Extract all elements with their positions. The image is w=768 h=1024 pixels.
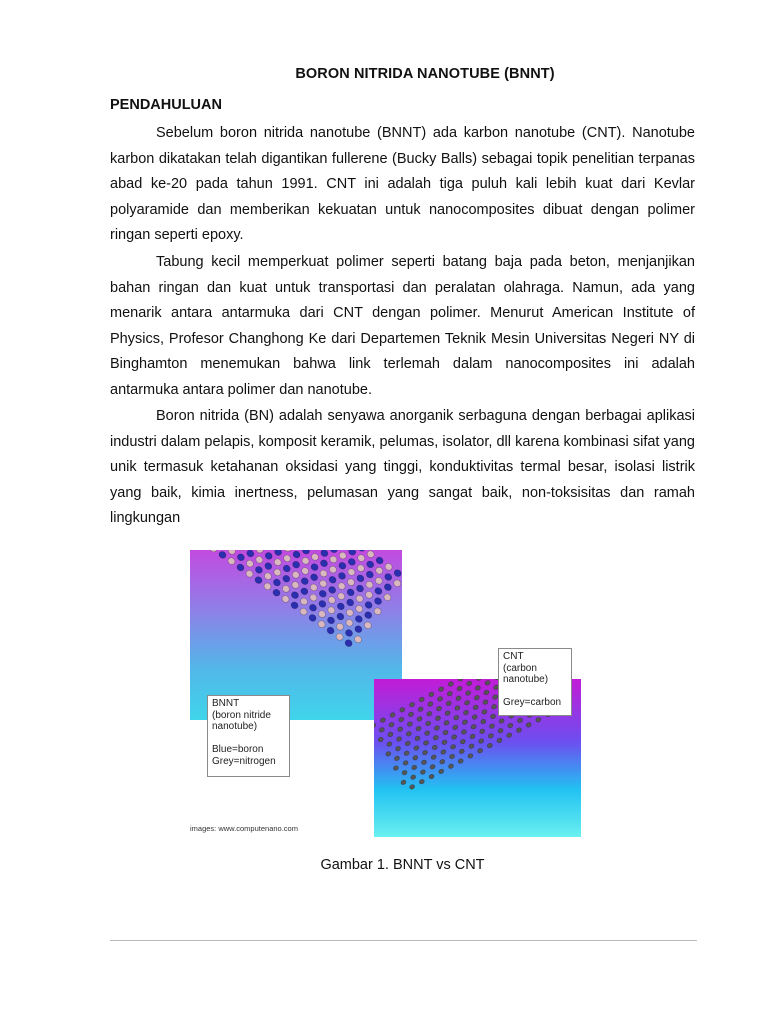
atom — [411, 764, 418, 770]
atom — [263, 582, 273, 591]
legend-line: BNNT — [212, 698, 240, 709]
atom — [380, 717, 387, 723]
atom — [497, 728, 504, 734]
atom — [397, 726, 404, 732]
atom — [301, 556, 311, 565]
atom — [525, 722, 532, 728]
atom — [490, 713, 497, 719]
atom — [400, 779, 407, 785]
atom — [383, 582, 393, 591]
atom — [418, 696, 425, 702]
atom — [345, 608, 355, 617]
atom — [264, 551, 274, 560]
cnt-legend-box — [498, 648, 572, 716]
atom — [415, 725, 422, 731]
atom — [428, 773, 435, 779]
atom — [535, 717, 542, 723]
atom — [470, 724, 477, 730]
atom — [396, 736, 403, 742]
atom — [291, 560, 301, 569]
atom — [426, 711, 433, 717]
atom — [336, 602, 346, 611]
atom — [482, 699, 489, 705]
atom — [319, 559, 329, 568]
atom — [337, 571, 347, 580]
atom — [373, 596, 383, 605]
atom — [311, 550, 321, 552]
atom — [432, 735, 439, 741]
atom — [327, 585, 337, 594]
atom — [378, 727, 385, 733]
atom — [409, 701, 416, 707]
atom — [419, 779, 426, 785]
atom — [354, 604, 364, 613]
legend-line: (carbon — [503, 662, 537, 674]
atom — [344, 628, 354, 637]
atom — [356, 553, 366, 562]
atom — [392, 579, 402, 588]
atom — [281, 594, 291, 603]
atom — [374, 722, 376, 728]
atom — [395, 745, 402, 751]
atom — [407, 721, 414, 727]
atom — [442, 729, 449, 735]
atom — [318, 599, 328, 608]
atom — [448, 681, 455, 687]
atom — [326, 616, 336, 625]
atom — [408, 711, 415, 717]
atom — [417, 706, 424, 712]
legend-line: Grey=nitrogen — [212, 755, 276, 767]
atom — [273, 558, 283, 567]
atom — [413, 745, 420, 751]
atom — [402, 760, 409, 766]
atom — [430, 754, 437, 760]
atom — [439, 759, 446, 765]
atom — [347, 567, 357, 576]
atom — [326, 626, 336, 635]
atom — [486, 742, 493, 748]
atom — [506, 732, 513, 738]
atom — [254, 575, 264, 584]
bnnt-legend-box — [207, 695, 290, 777]
atom — [318, 579, 328, 588]
atom — [327, 595, 337, 604]
atom — [374, 586, 384, 595]
atom — [469, 733, 476, 739]
atom — [309, 573, 319, 582]
atom — [465, 690, 472, 696]
atom — [458, 748, 465, 754]
atom — [473, 694, 480, 700]
atom — [425, 720, 432, 726]
atom — [347, 557, 357, 566]
atom — [335, 632, 345, 641]
atom — [484, 680, 491, 686]
atom — [283, 550, 293, 553]
atom — [480, 718, 487, 724]
atom — [317, 609, 327, 618]
atom — [273, 568, 283, 577]
atom — [444, 710, 451, 716]
atom — [399, 707, 406, 713]
atom — [491, 704, 498, 710]
atom — [300, 587, 310, 596]
atom — [452, 724, 459, 730]
atom — [272, 588, 282, 597]
image-credit: images: www.computenano.com — [190, 824, 298, 833]
atom — [292, 550, 302, 559]
atom — [431, 744, 438, 750]
atom — [354, 624, 364, 633]
atom — [355, 584, 365, 593]
atom — [336, 612, 346, 621]
atom — [438, 768, 445, 774]
atom — [245, 550, 255, 558]
legend-line: nanotube) — [212, 721, 258, 732]
legend-line: CNT — [503, 651, 524, 662]
atom — [450, 744, 457, 750]
legend-line: (boron nitride — [212, 709, 271, 721]
atom — [264, 561, 274, 570]
atom — [282, 554, 292, 563]
atom — [383, 572, 393, 581]
atom — [456, 685, 463, 691]
atom — [483, 689, 490, 695]
atom — [375, 556, 385, 565]
atom — [299, 597, 309, 606]
atom — [255, 555, 265, 564]
atom — [471, 714, 478, 720]
atom — [236, 563, 246, 572]
atom — [236, 550, 246, 552]
atom — [319, 569, 329, 578]
paragraph: Tabung kecil memperkuat polimer seperti batang baja pada beton, menjanjikan bahan ringan dan kuat untuk transportasi dan peralatan olahraga. Namun, ada yang menarik antara antarmuka dari CNT dengan polimer. Menurut American Institute of Physics, Profesor Changhong Ke dari Departemen Teknik Mesin Universitas Negeri NY di Binghamton menemukan bahwa link terlemah dalam nanocomposites ini adalah antarmuka antara polimer dan nanotube. — [110, 254, 695, 398]
atom — [462, 719, 469, 725]
atom — [455, 695, 462, 701]
atom — [489, 723, 496, 729]
atom — [448, 763, 455, 769]
atom — [414, 735, 421, 741]
atom — [363, 621, 373, 630]
atom — [475, 685, 482, 691]
atom — [478, 738, 485, 744]
atom — [416, 716, 423, 722]
atom — [209, 550, 219, 553]
atom — [434, 725, 441, 731]
atom — [463, 709, 470, 715]
atom — [364, 590, 374, 599]
atom — [263, 572, 273, 581]
atom — [393, 568, 402, 577]
atom — [404, 740, 411, 746]
atom — [356, 574, 366, 583]
atom — [308, 613, 318, 622]
atom — [245, 559, 255, 568]
atom — [461, 729, 468, 735]
atom — [481, 709, 488, 715]
atom — [301, 550, 311, 555]
atom — [310, 562, 320, 571]
atom — [374, 566, 384, 575]
atom — [496, 737, 503, 743]
atom — [449, 753, 456, 759]
atom — [273, 550, 283, 557]
atom — [227, 550, 237, 556]
paragraph: Sebelum boron nitrida nanotube (BNNT) ada karbon nanotube (CNT). Nanotube karbon dikatakan telah digantikan fullerene (Bucky Balls) sebagai topik penelitian terpanas abad ke-20 pada tahun 1991. CNT ini adalah tiga puluh kali lebih kuat dari Kevlar polyaramide dan memberikan kekuatan untuk nanocomposites dibuat dengan polimer ringan seperti epoxy. — [110, 125, 695, 243]
atom — [464, 700, 471, 706]
atom — [427, 701, 434, 707]
document-title: BORON NITRIDA NANOTUBE (BNNT) — [295, 66, 555, 82]
atom — [236, 553, 246, 562]
atom — [345, 598, 355, 607]
atom — [338, 551, 348, 560]
atom — [355, 594, 365, 603]
atom — [472, 704, 479, 710]
atom — [290, 601, 300, 610]
atom — [328, 565, 338, 574]
legend-spacer — [212, 733, 285, 745]
legend-spacer — [503, 686, 567, 698]
atom — [353, 635, 363, 644]
atom — [363, 610, 373, 619]
atom — [507, 722, 514, 728]
paragraph: Boron nitrida (BN) adalah senyawa anorganik serbaguna dengan berbagai aplikasi industri dalam pelapis, komposit keramik, pelumas, isolator, dll karena kombinasi sifat yang unik termasuk ketahanan oksidasi yang tinggi, konduktivitas termal besar, isolasi listrik yang baik, kimia inertness, pelumasan yang sangat baik, non-toksisitas dan ramah lingkungan — [110, 408, 695, 526]
atom — [468, 743, 475, 749]
atom — [327, 606, 337, 615]
legend-line: Blue=boron — [212, 744, 264, 755]
atom — [476, 679, 483, 681]
atom — [424, 730, 431, 736]
atom — [441, 739, 448, 745]
atom — [336, 592, 346, 601]
atom — [446, 691, 453, 697]
atom — [457, 679, 464, 682]
atom — [393, 765, 400, 771]
atom — [365, 570, 375, 579]
footer-divider — [110, 940, 697, 941]
atom — [401, 769, 408, 775]
atom — [227, 556, 237, 565]
atom — [290, 590, 300, 599]
atom — [459, 738, 466, 744]
atom — [317, 620, 327, 629]
atom — [440, 749, 447, 755]
atom — [421, 759, 428, 765]
atom — [488, 733, 495, 739]
legend-line: nanotube) — [503, 674, 549, 685]
atom — [291, 570, 301, 579]
atom — [255, 550, 265, 554]
atom — [377, 736, 384, 742]
atom — [365, 580, 375, 589]
atom — [451, 734, 458, 740]
atom — [329, 550, 339, 554]
atom — [356, 563, 366, 572]
atom — [329, 555, 339, 564]
atom — [443, 720, 450, 726]
atom — [344, 638, 354, 647]
atom — [308, 603, 318, 612]
atom — [354, 614, 364, 623]
atom — [345, 618, 355, 627]
atom — [346, 578, 356, 587]
atom — [405, 731, 412, 737]
atom — [454, 705, 461, 711]
atom — [422, 749, 429, 755]
atom — [245, 569, 255, 578]
atom — [410, 774, 417, 780]
atom — [420, 769, 427, 775]
atom — [403, 750, 410, 756]
atom — [337, 581, 347, 590]
atom — [272, 578, 282, 587]
section-heading: PENDAHULUAN — [110, 97, 222, 113]
atom — [385, 751, 392, 757]
atom — [218, 550, 228, 559]
atom — [309, 593, 319, 602]
atom — [310, 552, 320, 561]
atom — [282, 574, 292, 583]
atom — [365, 560, 375, 569]
atom — [389, 712, 396, 718]
atom — [384, 562, 394, 571]
atom — [383, 593, 393, 602]
atom — [320, 550, 330, 558]
atom — [291, 580, 301, 589]
atom — [438, 686, 445, 692]
atom — [437, 696, 444, 702]
nanotube-figure — [185, 545, 585, 840]
atom — [364, 600, 374, 609]
bnnt-lattice — [209, 550, 402, 651]
atom — [429, 764, 436, 770]
atom — [338, 561, 348, 570]
atom — [357, 550, 367, 553]
atom — [409, 784, 416, 790]
atom — [412, 755, 419, 761]
atom — [300, 576, 310, 585]
atom — [398, 716, 405, 722]
atom — [466, 680, 473, 686]
figure-caption: Gambar 1. BNNT vs CNT — [320, 857, 485, 873]
atom — [387, 731, 394, 737]
atom — [299, 607, 309, 616]
atom — [457, 758, 464, 764]
atom — [335, 622, 345, 631]
atom — [386, 741, 393, 747]
atom — [394, 755, 401, 761]
atom — [318, 589, 328, 598]
atom — [281, 584, 291, 593]
atom — [517, 717, 524, 723]
atom — [453, 715, 460, 721]
atom — [445, 700, 452, 706]
atom — [282, 564, 292, 573]
atom — [423, 740, 430, 746]
atom — [309, 583, 319, 592]
atom — [347, 550, 357, 556]
atom — [374, 576, 384, 585]
atom — [254, 565, 264, 574]
atom — [328, 575, 338, 584]
atom — [479, 728, 486, 734]
atom — [428, 691, 435, 697]
atom — [388, 722, 395, 728]
atom — [373, 607, 383, 616]
atom — [436, 705, 443, 711]
atom — [435, 715, 442, 721]
atom — [366, 550, 376, 559]
atom — [346, 588, 356, 597]
legend-line: Grey=carbon — [503, 697, 562, 708]
atom — [477, 748, 484, 754]
atom — [516, 727, 523, 733]
atom — [300, 566, 310, 575]
atom — [498, 718, 505, 724]
atom — [467, 753, 474, 759]
